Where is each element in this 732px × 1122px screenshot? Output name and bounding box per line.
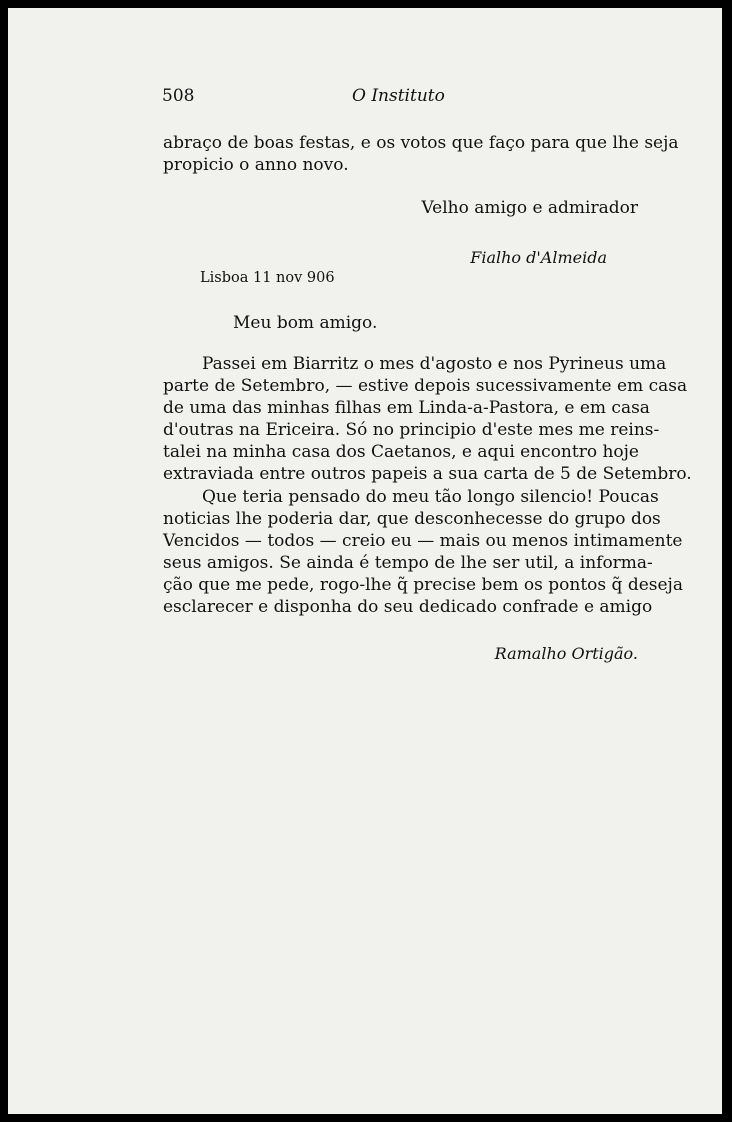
dateline: Lisboa 11 nov 906 xyxy=(200,270,335,286)
text-line: de uma das minhas filhas em Linda-a-Pastora, e em casa xyxy=(163,398,650,418)
text-line: talei na minha casa dos Caetanos, e aqui encontro hoje xyxy=(163,442,639,462)
text-line: seus amigos. Se ainda é tempo de lhe ser util, a informa- xyxy=(163,553,653,573)
text-line: extraviada entre outros papeis a sua carta de 5 de Setembro. xyxy=(163,464,692,484)
valediction: Velho amigo e admirador xyxy=(421,198,638,218)
text-line: esclarecer e disponha do seu dedicado confrade e amigo xyxy=(163,597,653,617)
salutation: Meu bom amigo. xyxy=(233,313,378,333)
text-line: noticias lhe poderia dar, que desconhecesse do grupo dos xyxy=(163,509,661,529)
book-page xyxy=(8,8,722,1114)
signature-fialho: Fialho d'Almeida xyxy=(470,248,607,267)
page-number: 508 xyxy=(162,86,195,106)
text-line: propicio o anno novo. xyxy=(163,155,349,175)
text-line: ção que me pede, rogo-lhe q̃ precise bem os pontos q̃ deseja xyxy=(163,575,683,595)
text-line: Passei em Biarritz o mes d'agosto e nos Pyrineus uma xyxy=(202,354,667,374)
text-line: Vencidos — todos — creio eu — mais ou menos intimamente xyxy=(163,531,683,551)
running-head xyxy=(162,86,622,110)
text-line: Que teria pensado do meu tão longo silencio! Poucas xyxy=(202,487,659,507)
text-line: parte de Setembro, — estive depois sucessivamente em casa xyxy=(163,376,688,396)
letter1-closing xyxy=(163,132,679,176)
letter2-paragraph-2 xyxy=(163,486,683,618)
text-line: d'outras na Ericeira. Só no principio d'este mes me reins- xyxy=(163,420,660,440)
signature-ramalho: Ramalho Ortigão. xyxy=(494,644,638,663)
running-title: O Instituto xyxy=(352,86,445,106)
text-line: abraço de boas festas, e os votos que faço para que lhe seja xyxy=(163,133,679,153)
letter2-paragraph-1 xyxy=(163,353,692,485)
